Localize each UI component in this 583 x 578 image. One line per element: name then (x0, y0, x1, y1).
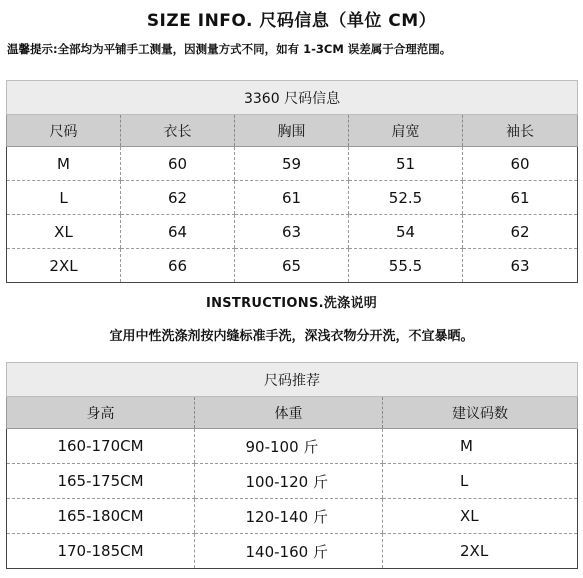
cell-chest: 65 (235, 249, 349, 283)
cell-suggested-size: L (383, 464, 578, 499)
size-recommend-table (6, 362, 578, 569)
care-text: 宜用中性洗涤剂按内缝标准手洗，深浅衣物分开洗，不宜暴晒。 (109, 329, 474, 344)
table-row (7, 181, 578, 215)
size-table-caption: 3360 尺码信息 (7, 81, 578, 115)
cell-size: L (7, 181, 121, 215)
cell-chest: 59 (235, 147, 349, 181)
recommend-table-header (7, 397, 578, 429)
recommend-table-caption: 尺码推荐 (7, 363, 578, 397)
cell-length: 64 (121, 215, 235, 249)
header-length: 衣长 (121, 115, 235, 147)
cell-size: 2XL (7, 249, 121, 283)
cell-chest: 61 (235, 181, 349, 215)
page-title: SIZE INFO. 尺码信息（单位 CM） (146, 11, 437, 31)
cell-size: M (7, 147, 121, 181)
size-info-table (6, 80, 578, 283)
cell-sleeve: 61 (463, 181, 578, 215)
cell-height: 160-170CM (7, 429, 195, 464)
header-shoulder: 肩宽 (349, 115, 463, 147)
cell-shoulder: 52.5 (349, 181, 463, 215)
cell-size: XL (7, 215, 121, 249)
cell-height: 165-175CM (7, 464, 195, 499)
cell-suggested-size: M (383, 429, 578, 464)
cell-length: 60 (121, 147, 235, 181)
header-sleeve: 袖长 (463, 115, 578, 147)
table-row (7, 147, 578, 181)
cell-sleeve: 62 (463, 215, 578, 249)
table-row (7, 249, 578, 283)
header-size: 尺码 (7, 115, 121, 147)
cell-sleeve: 60 (463, 147, 578, 181)
header-height: 身高 (7, 397, 195, 429)
table-row (7, 215, 578, 249)
table-row (7, 464, 578, 499)
cell-shoulder: 54 (349, 215, 463, 249)
header-weight: 体重 (195, 397, 383, 429)
measurement-notice: 温馨提示:全部均为平铺手工测量，因测量方式不同，如有 1-3CM 误差属于合理范围。 (7, 42, 452, 56)
header-suggested-size: 建议码数 (383, 397, 578, 429)
header-chest: 胸围 (235, 115, 349, 147)
cell-chest: 63 (235, 215, 349, 249)
cell-shoulder: 51 (349, 147, 463, 181)
table-row (7, 499, 578, 534)
cell-suggested-size: 2XL (383, 534, 578, 569)
cell-length: 66 (121, 249, 235, 283)
cell-sleeve: 63 (463, 249, 578, 283)
size-table-header (7, 115, 578, 147)
cell-weight: 120-140 斤 (195, 499, 383, 534)
cell-weight: 100-120 斤 (195, 464, 383, 499)
cell-height: 165-180CM (7, 499, 195, 534)
cell-height: 170-185CM (7, 534, 195, 569)
cell-shoulder: 55.5 (349, 249, 463, 283)
cell-weight: 140-160 斤 (195, 534, 383, 569)
instructions-heading: INSTRUCTIONS.洗涤说明 (205, 296, 378, 311)
cell-length: 62 (121, 181, 235, 215)
table-row (7, 429, 578, 464)
table-row (7, 534, 578, 569)
cell-weight: 90-100 斤 (195, 429, 383, 464)
cell-suggested-size: XL (383, 499, 578, 534)
